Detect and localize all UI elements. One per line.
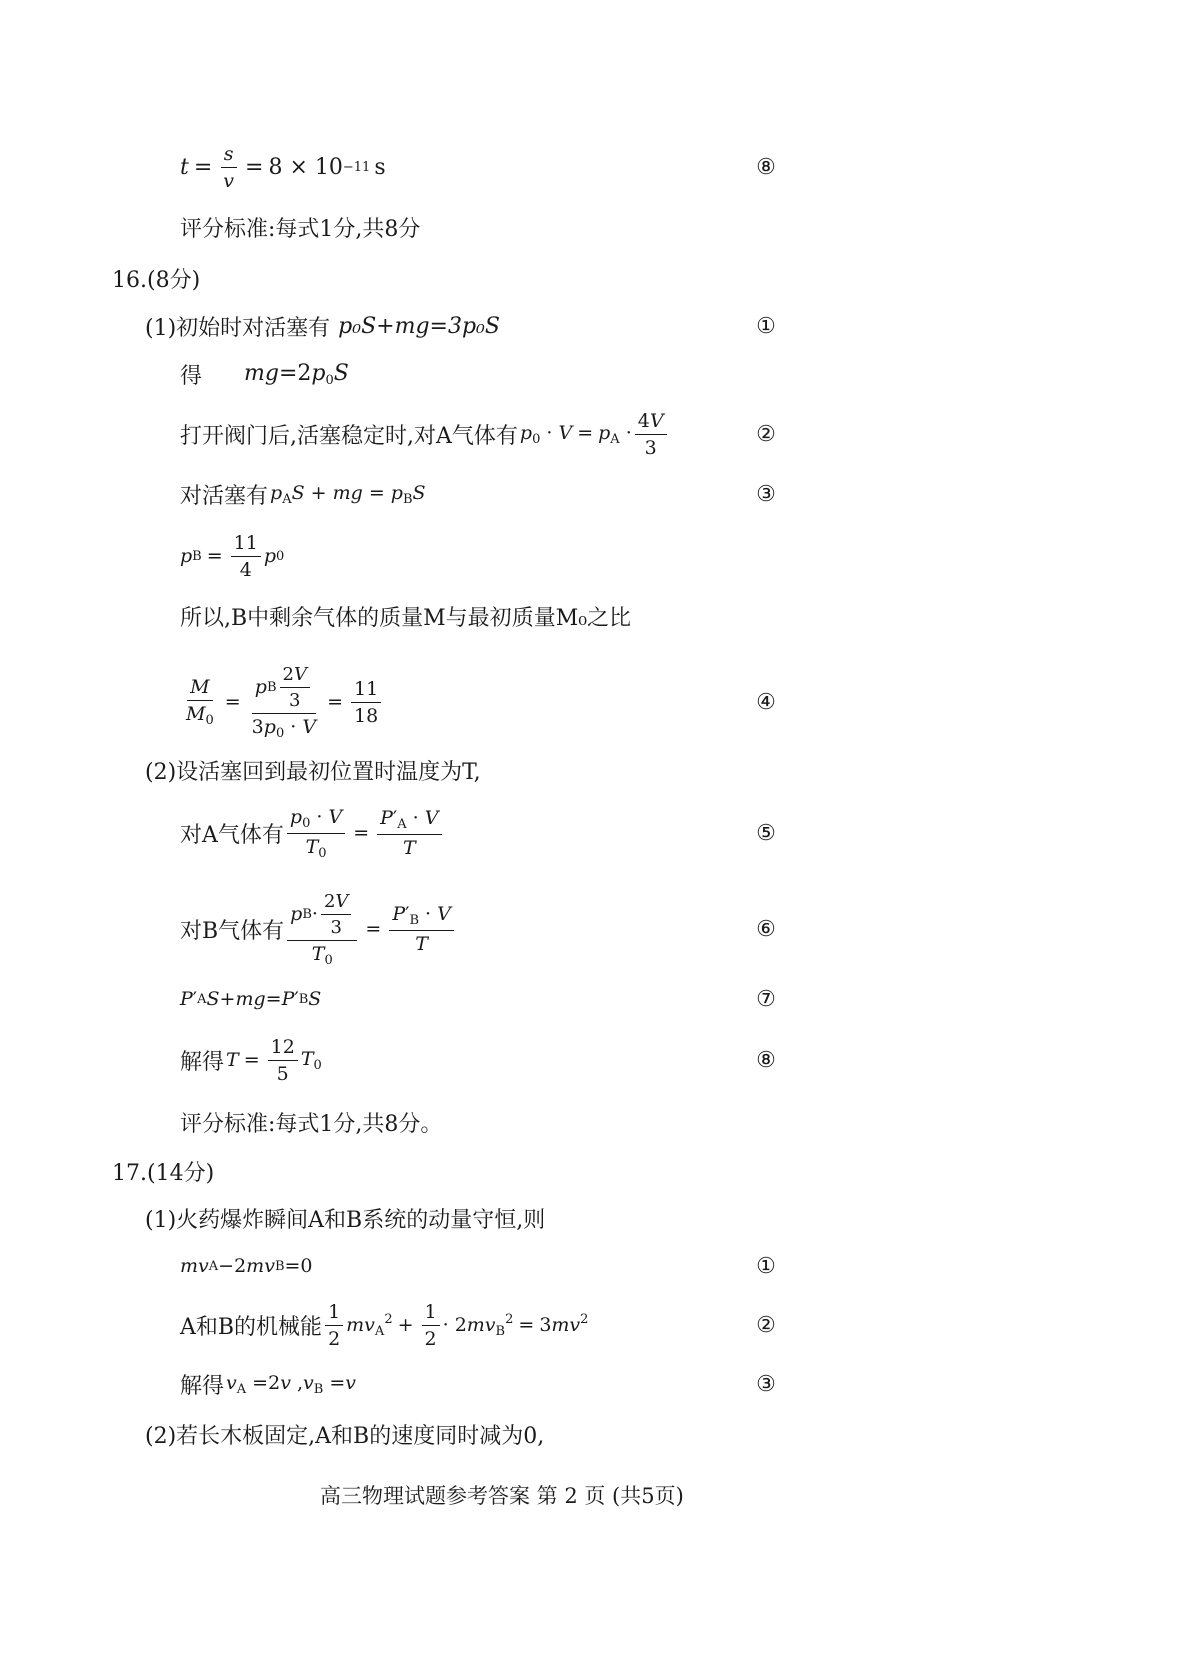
b-text: 对B气体有 (180, 918, 285, 944)
eq-marker: ⑧ (756, 1047, 776, 1073)
solve-text: 解得 (180, 1373, 225, 1399)
solve-text: 解得 (180, 1049, 225, 1075)
question-title: 16.(8分) (112, 267, 201, 293)
piston-text: 对活塞有 (180, 483, 269, 509)
part-text: (1)火药爆炸瞬间A和B系统的动量守恒,则 (145, 1207, 546, 1233)
equation: p₀S+mg=3p₀S (338, 313, 500, 339)
eq-marker: ② (756, 1312, 776, 1338)
footer-text: 高三物理试题参考答案 第 2 页 (共5页) (320, 1484, 684, 1508)
eq-marker: ⑦ (756, 986, 776, 1012)
eq-marker: ③ (756, 481, 776, 507)
part-text: (2)若长木板固定,A和B的速度同时减为0, (145, 1423, 545, 1449)
a-text: 对A气体有 (180, 822, 284, 848)
eq-marker: ⑥ (756, 916, 776, 942)
ratio-text: 所以,B中剩余气体的质量M与最初质量M₀之比 (180, 605, 632, 631)
de-text: 得 (180, 363, 203, 389)
question-title: 17.(14分) (112, 1160, 215, 1186)
part-text: (2)设活塞回到最初位置时温度为T, (145, 759, 481, 785)
scoring-text: 评分标准:每式1分,共8分 (180, 216, 421, 242)
eq-marker: ⑧ (756, 154, 776, 180)
eq-marker: ② (756, 421, 776, 447)
q15-result: 8 × 10 (268, 154, 343, 180)
eq-marker: ① (756, 1253, 776, 1279)
open-text: 打开阀门后,活塞稳定时,对A气体有 (180, 423, 518, 449)
energy-text: A和B的机械能 (180, 1314, 323, 1340)
part-text: (1)初始时对活塞有 (145, 315, 331, 341)
eq-marker: ① (756, 313, 776, 339)
eq-marker: ③ (756, 1371, 776, 1397)
q15-exponent: −11 (342, 159, 371, 175)
eq-marker: ④ (756, 689, 776, 715)
eq-marker: ⑤ (756, 820, 776, 846)
q15-unit: s (374, 154, 386, 180)
scoring-text: 评分标准:每式1分,共8分。 (180, 1111, 443, 1137)
